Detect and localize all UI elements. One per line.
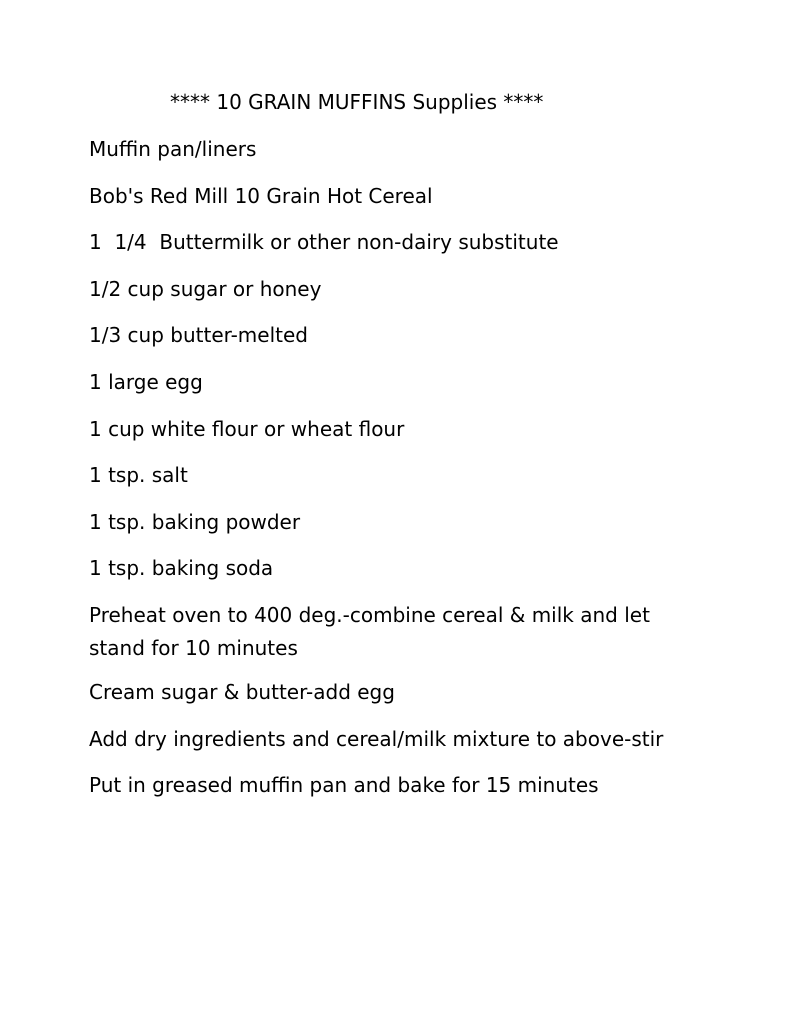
supply-line-egg: 1 large egg: [89, 369, 203, 394]
supply-line-flour: 1 cup white flour or wheat flour: [89, 416, 405, 441]
instruction-line-bake: Put in greased muffin pan and bake for 15 minutes: [89, 773, 599, 798]
supply-line-buttermilk: 1 1/4 Buttermilk or other non-dairy substitute: [89, 230, 559, 255]
supply-line-butter: 1/3 cup butter-melted: [89, 323, 308, 348]
supply-line-baking-soda: 1 tsp. baking soda: [89, 556, 274, 581]
supply-line-baking-powder: 1 tsp. baking powder: [89, 509, 301, 534]
instruction-line-cream: Cream sugar & butter-add egg: [89, 679, 395, 704]
supply-line-sugar: 1/2 cup sugar or honey: [89, 276, 322, 301]
instruction-line-combine: Add dry ingredients and cereal/milk mixture to above-stir: [89, 726, 664, 751]
recipe-lines: [89, 136, 729, 819]
instruction-line-preheat: Preheat oven to 400 deg.-combine cereal & milk and let stand for 10 minutes: [89, 602, 650, 660]
recipe-title: **** 10 GRAIN MUFFINS Supplies ****: [170, 90, 544, 114]
supply-line-cereal: Bob's Red Mill 10 Grain Hot Cereal: [89, 183, 433, 208]
supply-line-muffin-pan: Muffin pan/liners: [89, 137, 257, 161]
supply-line-salt: 1 tsp. salt: [89, 463, 188, 488]
